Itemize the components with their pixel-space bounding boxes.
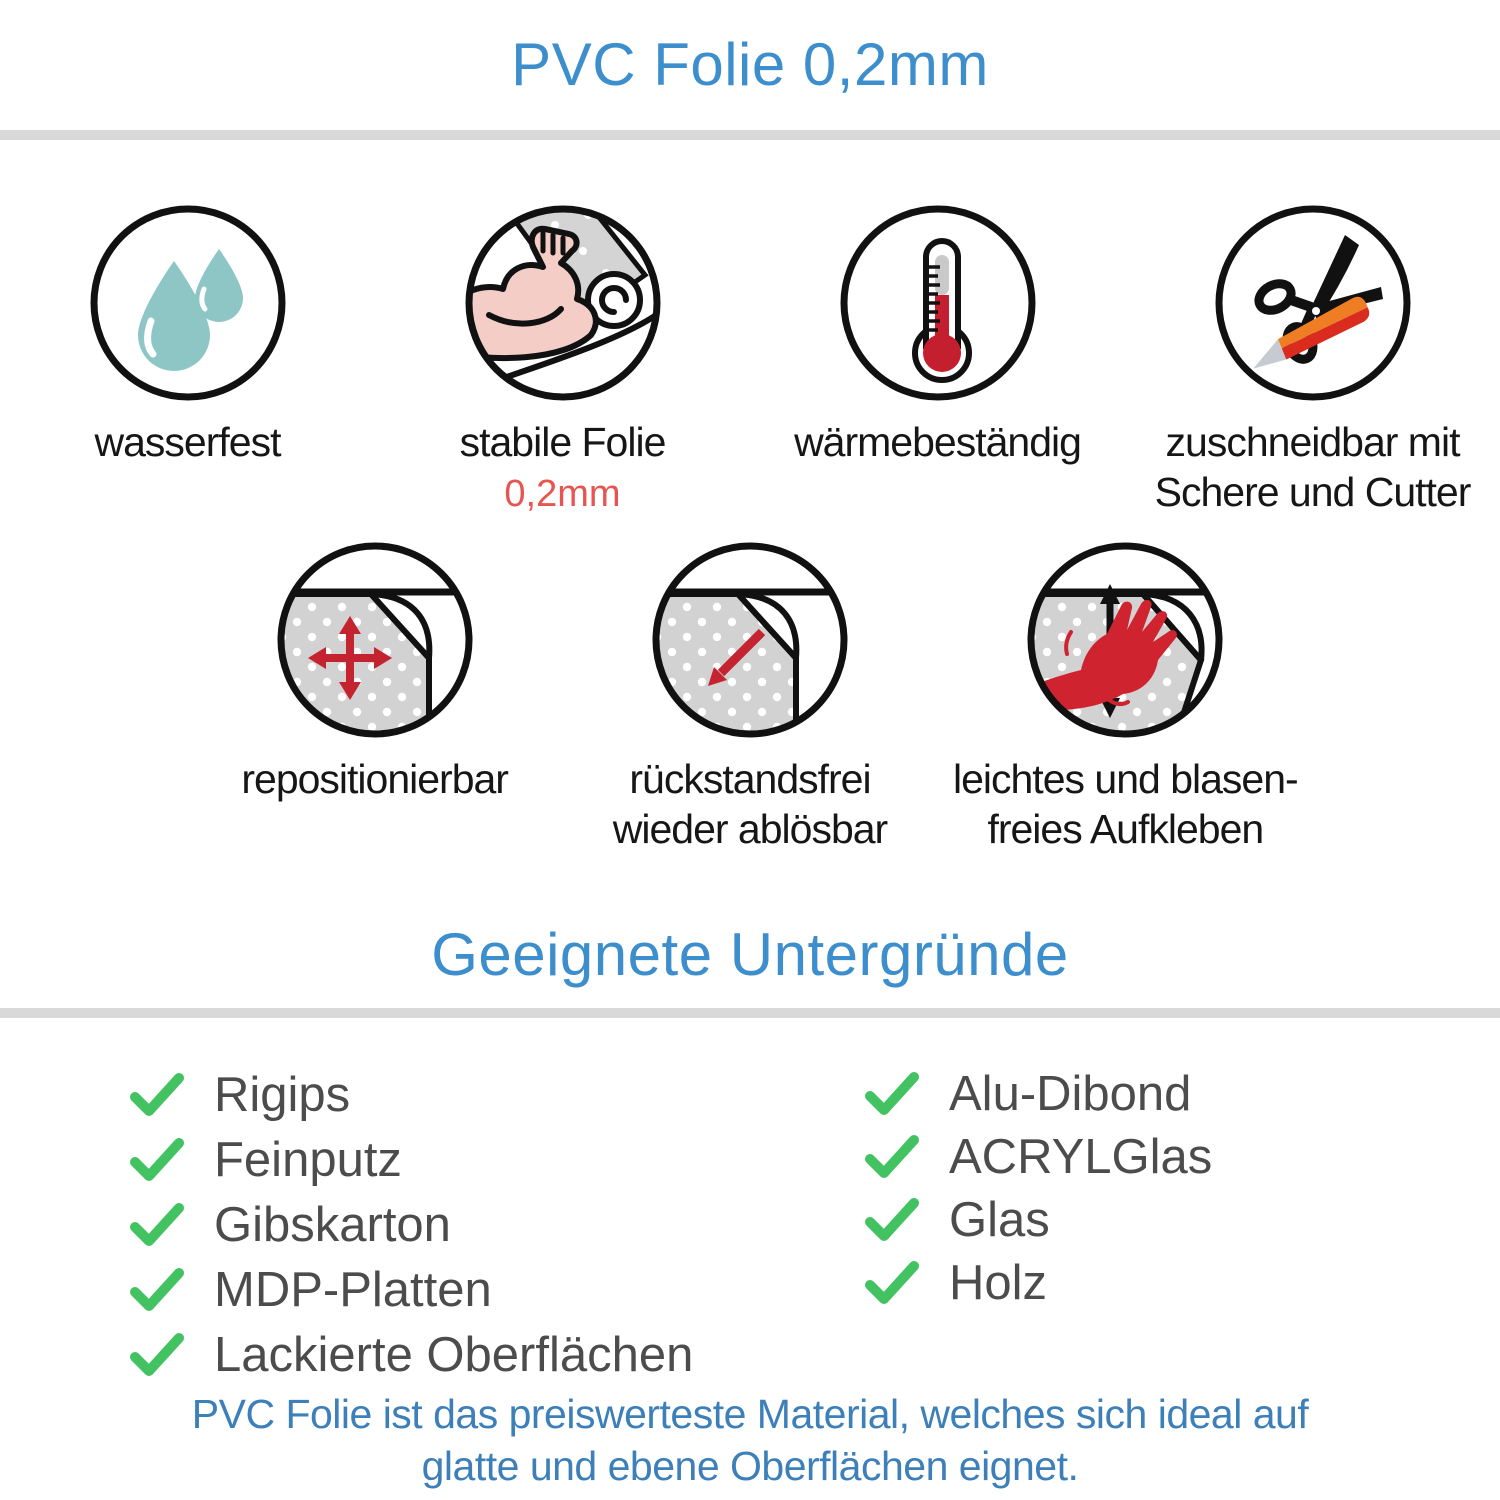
checkmark-icon — [130, 1332, 184, 1378]
feature-label: wärmebeständig — [794, 419, 1081, 465]
features-row-1 — [0, 203, 1500, 516]
checkmark-icon — [130, 1137, 184, 1183]
checkmark-icon — [865, 1134, 919, 1180]
list-item — [130, 1322, 770, 1387]
footer-line-2: glatte und ebene Oberflächen eignet. — [421, 1443, 1079, 1490]
top-divider — [0, 130, 1500, 140]
feature-label: stabile Folie — [459, 419, 666, 465]
surface-label: Rigips — [214, 1067, 351, 1122]
list-item — [865, 1188, 1212, 1251]
list-item — [865, 1125, 1212, 1188]
feature-label: leichtes und blasen- — [952, 756, 1298, 802]
feature-waermebestaendig — [794, 203, 1081, 516]
feature-label-line2: Schere und Cutter — [1154, 468, 1471, 515]
list-item — [865, 1062, 1212, 1125]
list-item — [130, 1127, 770, 1192]
checkmark-icon — [865, 1260, 919, 1306]
feature-leichtes-aufkleben — [953, 540, 1298, 853]
feature-label: rückstandsfrei — [629, 756, 871, 802]
feature-rueckstandsfrei — [613, 540, 887, 853]
checkmark-icon — [130, 1072, 184, 1118]
surface-label: MDP-Platten — [214, 1262, 492, 1317]
checkmark-icon — [130, 1267, 184, 1313]
surface-list-left — [130, 1062, 770, 1387]
hand-smooth-foil-icon — [1025, 540, 1225, 740]
surface-label: Glas — [949, 1192, 1050, 1247]
feature-repositionierbar — [241, 540, 508, 853]
surface-label: Lackierte Oberflächen — [214, 1327, 694, 1382]
list-item — [130, 1192, 770, 1257]
surface-label: ACRYLGlas — [949, 1129, 1213, 1184]
footer-line-1: PVC Folie ist das preiswerteste Material, welches sich ideal auf — [191, 1391, 1309, 1437]
peel-off-foil-icon — [650, 540, 850, 740]
feature-wasserfest — [88, 203, 288, 516]
surface-list-right — [865, 1062, 1212, 1314]
list-item — [130, 1062, 770, 1127]
feature-label: wasserfest — [94, 419, 281, 465]
footer-note — [0, 1388, 1500, 1493]
surface-label: Feinputz — [214, 1132, 402, 1187]
section-divider — [0, 1008, 1500, 1018]
feature-label-line2: wieder ablösbar — [612, 805, 888, 852]
feature-label-line2: freies Aufkleben — [987, 805, 1264, 852]
foil-thickness-label: 0,2mm — [504, 472, 621, 515]
reposition-foil-icon — [275, 540, 475, 740]
feature-label: zuschneidbar mit — [1165, 419, 1460, 465]
feature-zuschneidbar — [1155, 203, 1471, 516]
checkmark-icon — [865, 1197, 919, 1243]
feature-stabile-folie — [460, 203, 666, 516]
scissors-cutter-icon — [1213, 203, 1413, 403]
thermometer-icon — [838, 203, 1038, 403]
checkmark-icon — [865, 1071, 919, 1117]
feature-label: repositionierbar — [241, 756, 508, 802]
water-drops-icon — [88, 203, 288, 403]
surface-lists — [130, 1062, 1212, 1387]
list-item — [865, 1251, 1212, 1314]
surface-label: Gibskarton — [214, 1197, 451, 1252]
section-title-untergruende: Geeignete Untergründe — [431, 921, 1069, 988]
muscle-arm-foil-icon — [463, 203, 663, 403]
surface-label: Holz — [949, 1255, 1048, 1310]
features-row-2 — [187, 540, 1313, 853]
surface-label: Alu-Dibond — [949, 1066, 1192, 1121]
page-title: PVC Folie 0,2mm — [511, 31, 989, 98]
checkmark-icon — [130, 1202, 184, 1248]
list-item — [130, 1257, 770, 1322]
